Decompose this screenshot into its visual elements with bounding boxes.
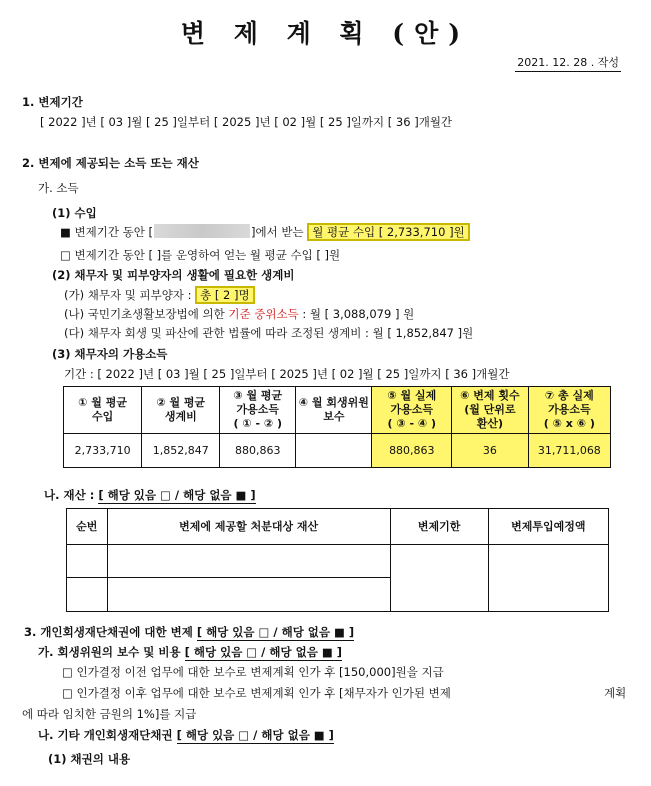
section-1-heading: 1. 변제기간	[22, 95, 83, 109]
dependents-label: (가) 채무자 및 피부양자 :	[64, 288, 192, 302]
col-available-income: ③ 월 평균 가용소득 ( ① - ② )	[220, 387, 296, 434]
page-title: 변 제 계 획 (안)	[180, 19, 471, 48]
assets-option: [ 해당 있음 □ / 해당 없음 ■ ]	[98, 488, 256, 502]
asset-table	[66, 508, 609, 612]
income-line-a-mid: 에서 받는	[255, 225, 304, 239]
other-claims-title: 나. 기타 개인회생재단채권	[38, 728, 173, 742]
cell-trustee-fee	[296, 434, 372, 468]
asset-cell	[107, 578, 390, 612]
section-3-title: 3. 개인회생재단채권에 대한 변제	[24, 625, 193, 639]
trustee-fee-after-cont: 계획	[604, 686, 627, 700]
income-line-a-prefix: ■ 변제기간 동안 [	[60, 225, 153, 239]
income-item-1: (1) 수입	[52, 206, 97, 220]
cell-living-cost: 1,852,847	[142, 434, 220, 468]
other-claims-heading	[38, 727, 334, 743]
asset-cell	[67, 545, 108, 578]
cell-available-income: 880,863	[220, 434, 296, 468]
trustee-fee-after: □ 인가결정 이후 업무에 대한 보수로 변제계획 인가 후 [채무자가 인가된 변제	[62, 686, 451, 700]
assets-label: 나. 재산 :	[44, 488, 95, 502]
trustee-fee-heading	[38, 644, 342, 660]
asset-cell	[390, 545, 488, 612]
asset-cell	[488, 545, 608, 612]
col-actual-available-income: ⑤ 월 실제 가용소득 ( ③ - ④ )	[372, 387, 452, 434]
dependents-count-highlight: 총 [ 2 ]명	[195, 286, 254, 304]
monthly-income-highlight: 월 평균 수입 [ 2,733,710 ]원	[307, 223, 469, 241]
trustee-fee-after-tail: 에 따라 임치한 금원의 1%]를 지급	[22, 707, 197, 721]
section-3-heading	[24, 624, 354, 640]
asset-col-no: 순번	[67, 509, 108, 545]
income-item-3: (3) 채무자의 가용소득	[52, 347, 168, 361]
asset-col-deadline: 변제기한	[390, 509, 488, 545]
claim-content-heading: (1) 채권의 내용	[48, 752, 131, 766]
median-income-value: : 월 [ 3,088,079 ] 원	[302, 307, 415, 321]
redacted-employer	[154, 224, 250, 238]
income-line-a: ■ 변제기간 동안 [ ]에서 받는 월 평균 수입 [ 2,733,710 ]원	[60, 224, 470, 240]
median-income-prefix: (나) 국민기초생활보장법에 의한	[64, 307, 225, 321]
col-trustee-fee: ④ 월 회생위원 보수	[296, 387, 372, 434]
written-date: 2021. 12. 28 . 작성	[515, 54, 621, 72]
col-monthly-income: ① 월 평균 수입	[64, 387, 142, 434]
trustee-fee-before: □ 인가결정 이전 업무에 대한 보수로 변제계획 인가 후 [150,000]원을 지급	[62, 665, 444, 679]
col-total-available-income: ⑦ 총 실제 가용소득 ( ⑤ x ⑥ )	[528, 387, 610, 434]
trustee-fee-title: 가. 회생위원의 보수 및 비용	[38, 645, 181, 659]
repayment-period: [ 2022 ]년 [ 03 ]월 [ 25 ]일부터 [ 2025 ]년 [ 02 ]월 [ 25 ]일까지 [ 36 ]개월간	[40, 115, 453, 129]
asset-cell	[67, 578, 108, 612]
income-item-2: (2) 채무자 및 피부양자의 생활에 필요한 생계비	[52, 268, 295, 282]
available-income-table	[63, 386, 611, 468]
trustee-fee-option: [ 해당 있음 □ / 해당 없음 ■ ]	[184, 645, 342, 659]
median-income-term: 기준 중위소득	[228, 307, 299, 321]
dependents-line	[64, 287, 255, 303]
cell-repayment-count: 36	[452, 434, 529, 468]
section-2-heading: 2. 변제에 제공되는 소득 또는 재산	[22, 156, 199, 170]
cell-total-available-income: 31,711,068	[528, 434, 610, 468]
asset-cell	[107, 545, 390, 578]
assets-line	[44, 487, 256, 503]
col-living-cost: ② 월 평균 생계비	[142, 387, 220, 434]
income-line-b: □ 변제기간 동안 [ ]를 운영하여 얻는 월 평균 수입 [ ]원	[60, 248, 341, 262]
section-3-option: [ 해당 있음 □ / 해당 없음 ■ ]	[196, 625, 355, 639]
col-repayment-count: ⑥ 변제 횟수 (월 단위로 환산)	[452, 387, 529, 434]
adjusted-living-cost-line: (다) 채무자 회생 및 파산에 관한 법률에 따라 조정된 생계비 : 월 [ 1,852,847 ]원	[64, 326, 474, 340]
cell-monthly-income: 2,733,710	[64, 434, 142, 468]
other-claims-option: [ 해당 있음 □ / 해당 없음 ■ ]	[176, 728, 334, 742]
median-income-line	[64, 306, 414, 322]
available-income-period: 기간 : [ 2022 ]년 [ 03 ]월 [ 25 ]일부터 [ 2025 ]년 [ 02 ]월 [ 25 ]일까지 [ 36 ]개월간	[64, 367, 510, 381]
asset-col-property: 변제에 제공할 처분대상 재산	[107, 509, 390, 545]
asset-col-amount: 변제투입예정액	[488, 509, 608, 545]
cell-actual-available-income: 880,863	[372, 434, 452, 468]
income-subheading: 가. 소득	[38, 181, 79, 195]
